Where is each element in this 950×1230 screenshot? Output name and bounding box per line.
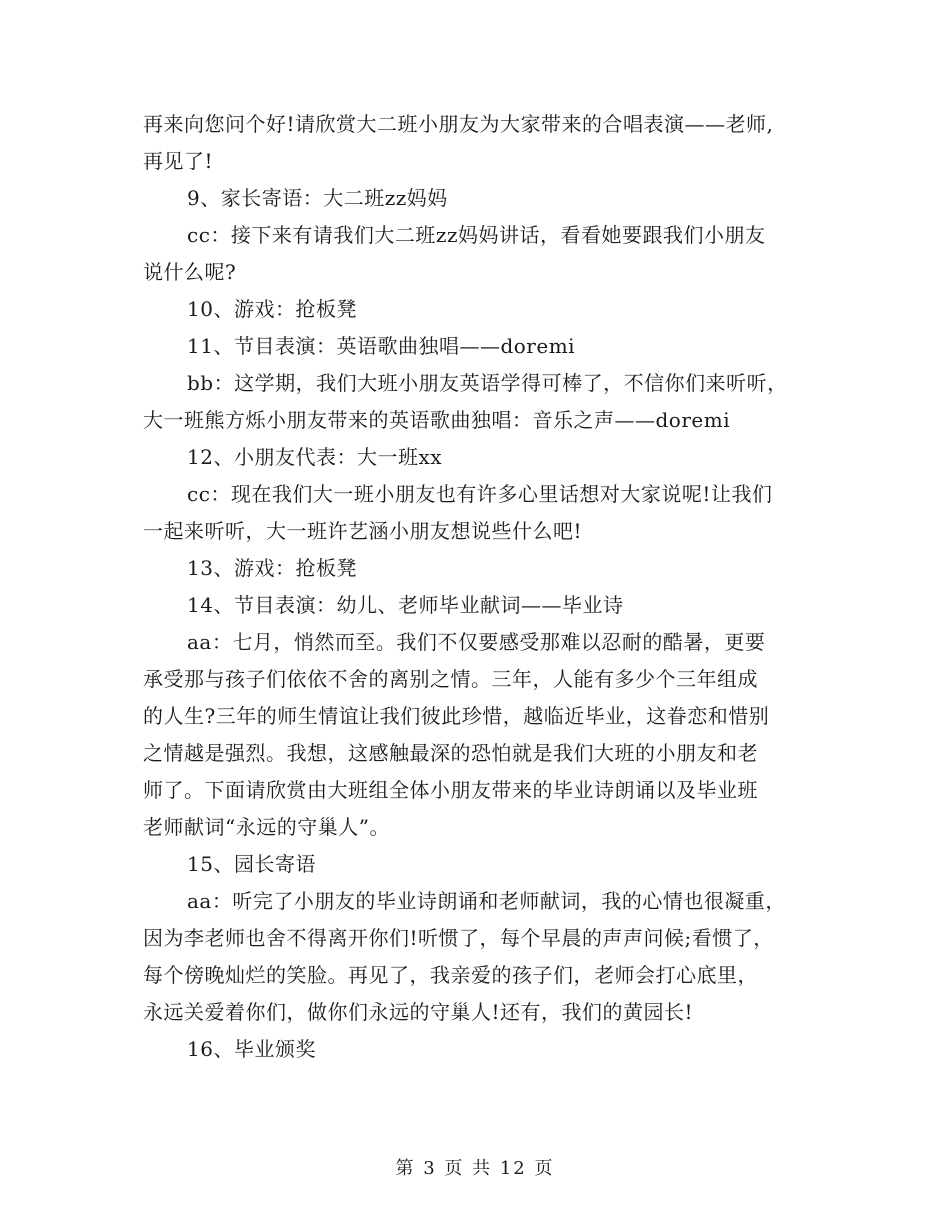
text-line: 老师献词“永远的守巢人”。 — [143, 815, 390, 839]
text-line: 大一班熊方烁小朋友带来的英语歌曲独唱：音乐之声——doremi — [143, 408, 731, 432]
section-heading: 16、毕业颁奖 — [187, 1037, 316, 1061]
text-line: 之情越是强烈。我想，这感触最深的恐怕就是我们大班的小朋友和老 — [143, 741, 758, 765]
text-line: aa：七月，悄然而至。我们不仅要感受那难以忍耐的酷暑，更要 — [187, 630, 766, 654]
text-line: 永远关爱着你们，做你们永远的守巢人!还有，我们的黄园长! — [143, 1000, 694, 1024]
page-number-footer: 第 3 页 共 12 页 — [395, 1158, 555, 1179]
text-line: 每个傍晚灿烂的笑脸。再见了，我亲爱的孩子们，老师会打心底里， — [143, 963, 758, 987]
document-body — [143, 106, 823, 1068]
text-line: 承受那与孩子们依依不舍的离别之情。三年，人能有多少个三年组成 — [143, 667, 758, 691]
text-line: bb：这学期，我们大班小朋友英语学得可棒了，不信你们来听听， — [187, 371, 788, 395]
section-heading: 11、节目表演：英语歌曲独唱——doremi — [187, 334, 576, 358]
text-line: cc：现在我们大一班小朋友也有许多心里话想对大家说呢!让我们 — [187, 482, 773, 506]
text-line: 的人生?三年的师生情谊让我们彼此珍惜，越临近毕业，这眷恋和惜别 — [143, 704, 770, 728]
section-heading: 14、节目表演：幼儿、老师毕业献词——毕业诗 — [187, 593, 624, 617]
section-heading: 15、园长寄语 — [187, 852, 316, 876]
section-heading: 9、家长寄语：大二班zz妈妈 — [187, 186, 448, 210]
text-line: 师了。下面请欣赏由大班组全体小朋友带来的毕业诗朗诵以及毕业班 — [143, 778, 758, 802]
section-heading: 13、游戏：抢板凳 — [187, 556, 357, 580]
text-line: 再见了! — [143, 149, 214, 173]
section-heading: 10、游戏：抢板凳 — [187, 297, 357, 321]
section-heading: 12、小朋友代表：大一班xx — [187, 445, 443, 469]
text-line: 因为李老师也舍不得离开你们!听惯了，每个早晨的声声问候;看惯了， — [143, 926, 774, 950]
text-line: 一起来听听，大一班许艺涵小朋友想说些什么吧! — [143, 519, 583, 543]
text-line: cc：接下来有请我们大二班zz妈妈讲话，看看她要跟我们小朋友 — [187, 223, 766, 247]
text-line: 再来向您问个好!请欣赏大二班小朋友为大家带来的合唱表演——老师, — [143, 112, 774, 136]
text-line: 说什么呢? — [143, 260, 237, 284]
text-line: aa：听完了小朋友的毕业诗朗诵和老师献词，我的心情也很凝重， — [187, 889, 786, 913]
